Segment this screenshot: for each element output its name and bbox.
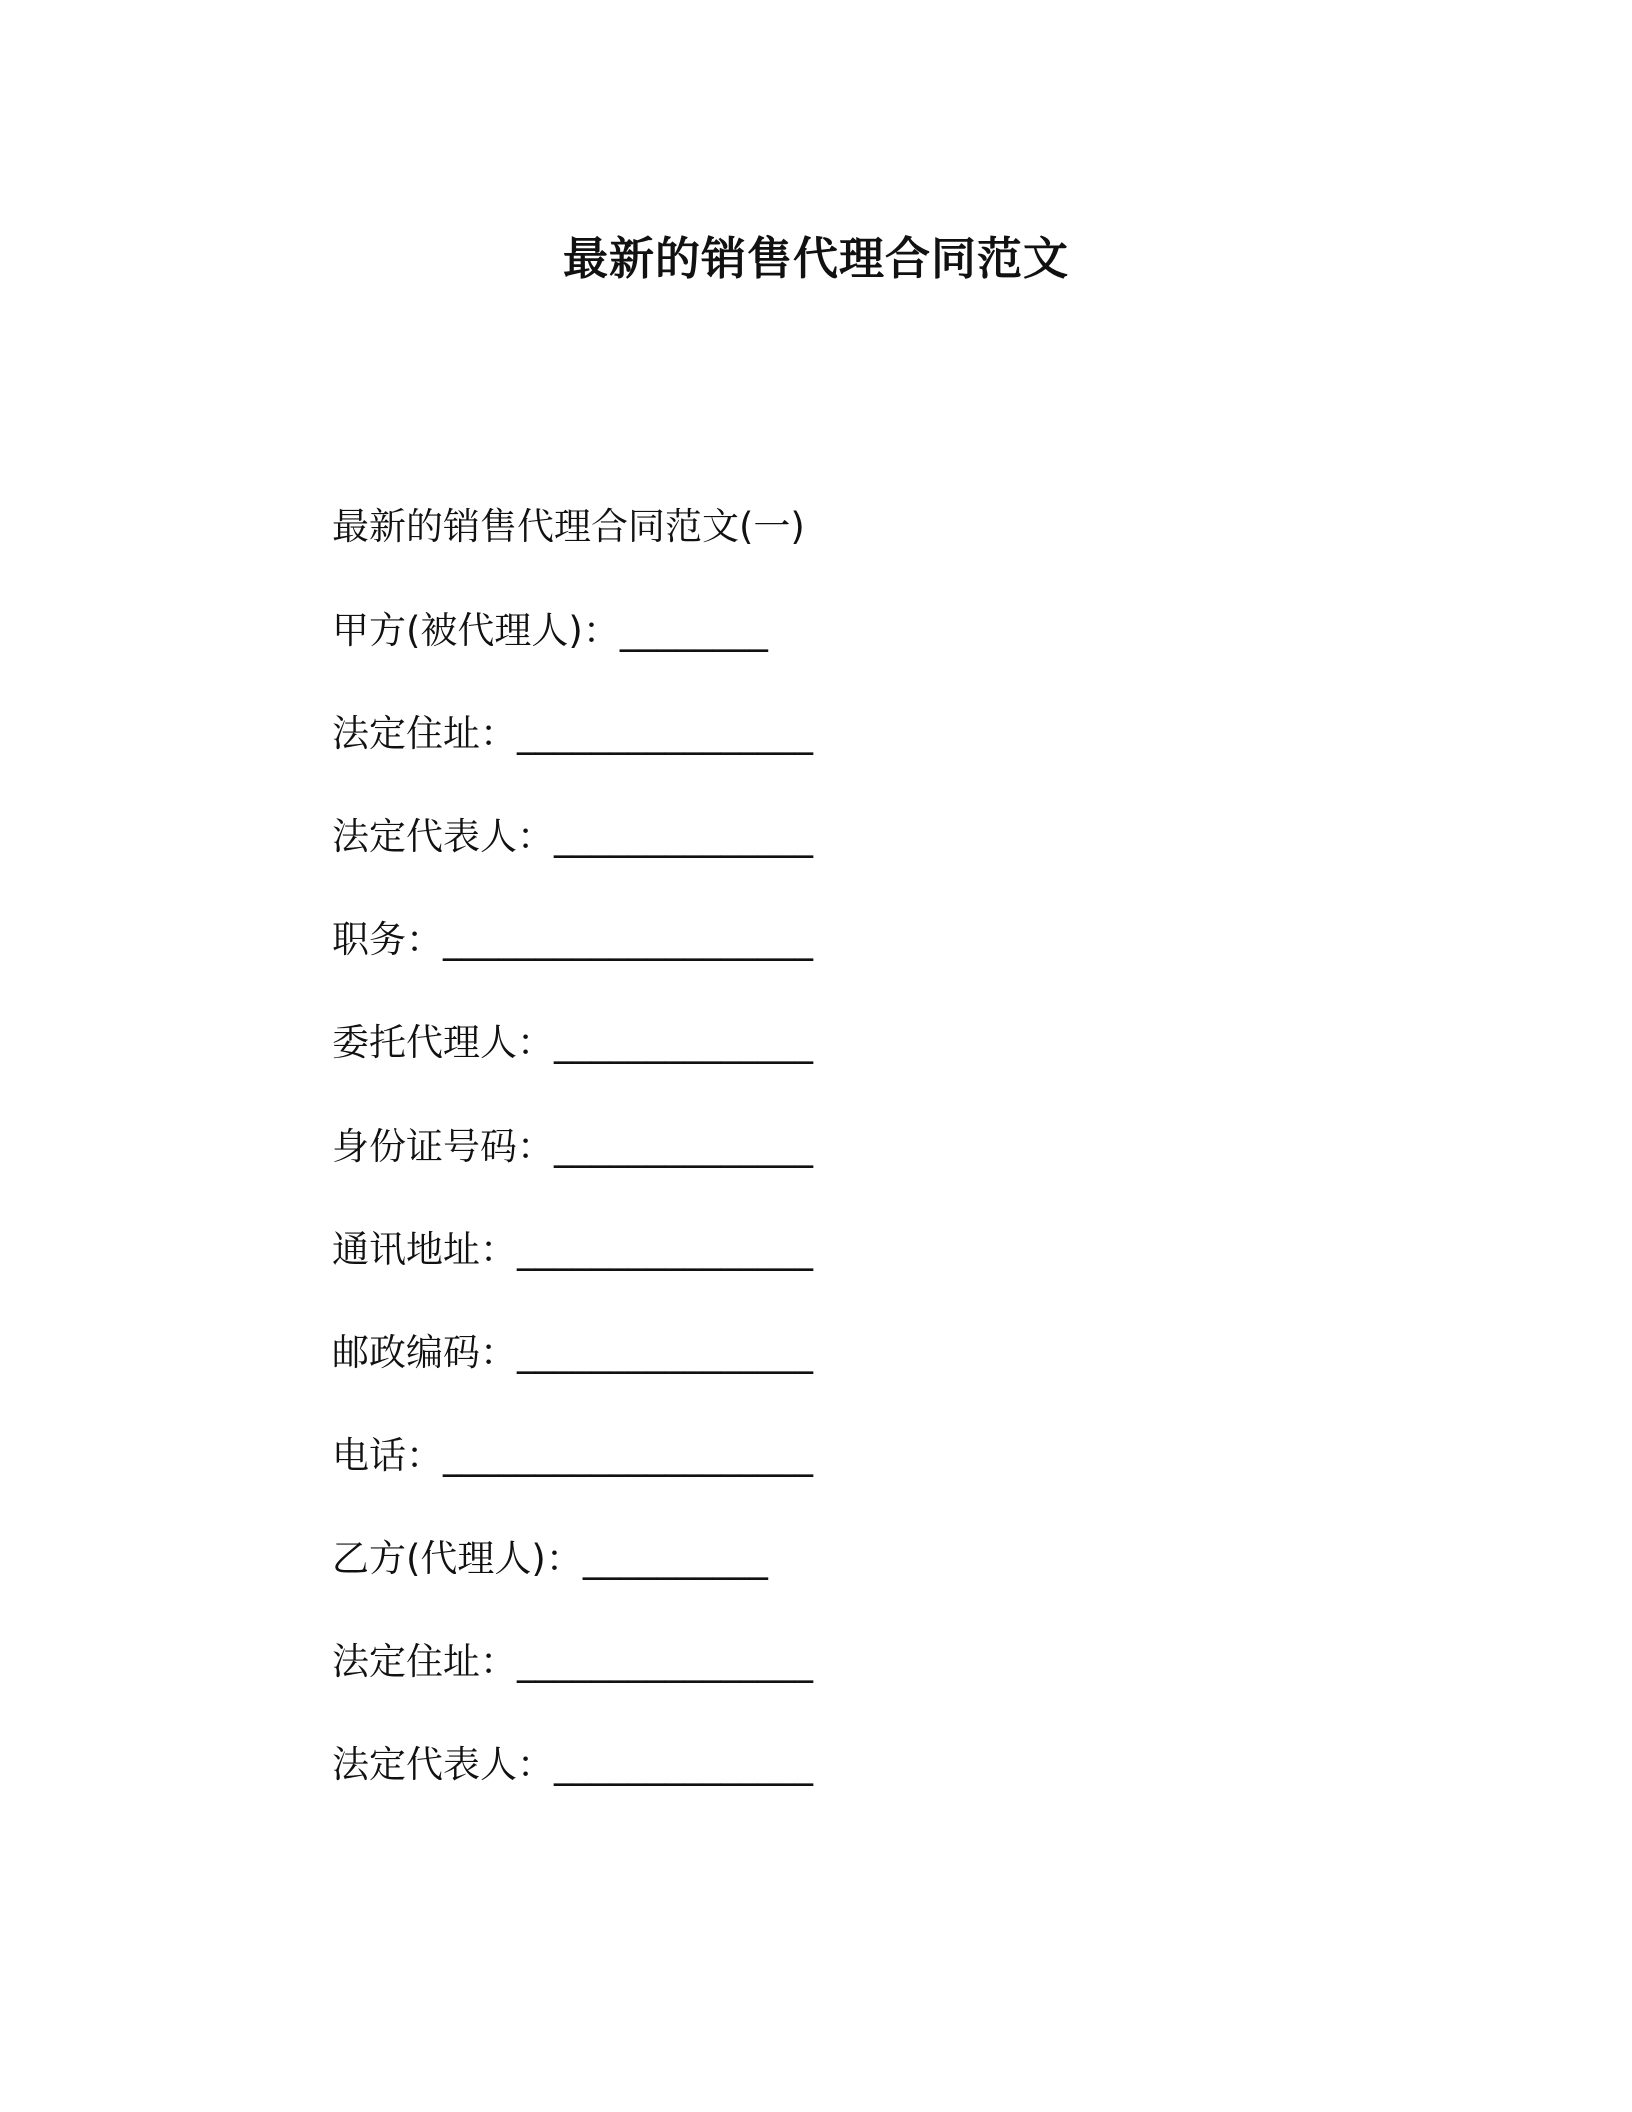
party-a-id-number-field: 身份证号码：______________ [332,1125,813,1168]
party-b-name-field: 乙方(代理人)：__________ [332,1537,768,1580]
party-a-address-field: 法定住址：________________ [332,712,813,755]
party-b-legal-rep-field: 法定代表人：______________ [332,1743,813,1786]
party-a-position-field: 职务：____________________ [332,918,813,961]
party-a-agent-field: 委托代理人：______________ [332,1021,813,1064]
party-a-phone-field: 电话：____________________ [332,1434,813,1477]
section-heading: 最新的销售代理合同范文(一) [332,505,805,548]
party-a-postal-code-field: 邮政编码：________________ [332,1331,813,1374]
party-a-legal-rep-field: 法定代表人：______________ [332,815,813,858]
page-title: 最新的销售代理合同范文 [562,232,1069,285]
party-b-address-field: 法定住址：________________ [332,1640,813,1683]
party-a-name-field: 甲方(被代理人)：________ [332,609,768,652]
party-a-mail-address-field: 通讯地址：________________ [332,1228,813,1271]
